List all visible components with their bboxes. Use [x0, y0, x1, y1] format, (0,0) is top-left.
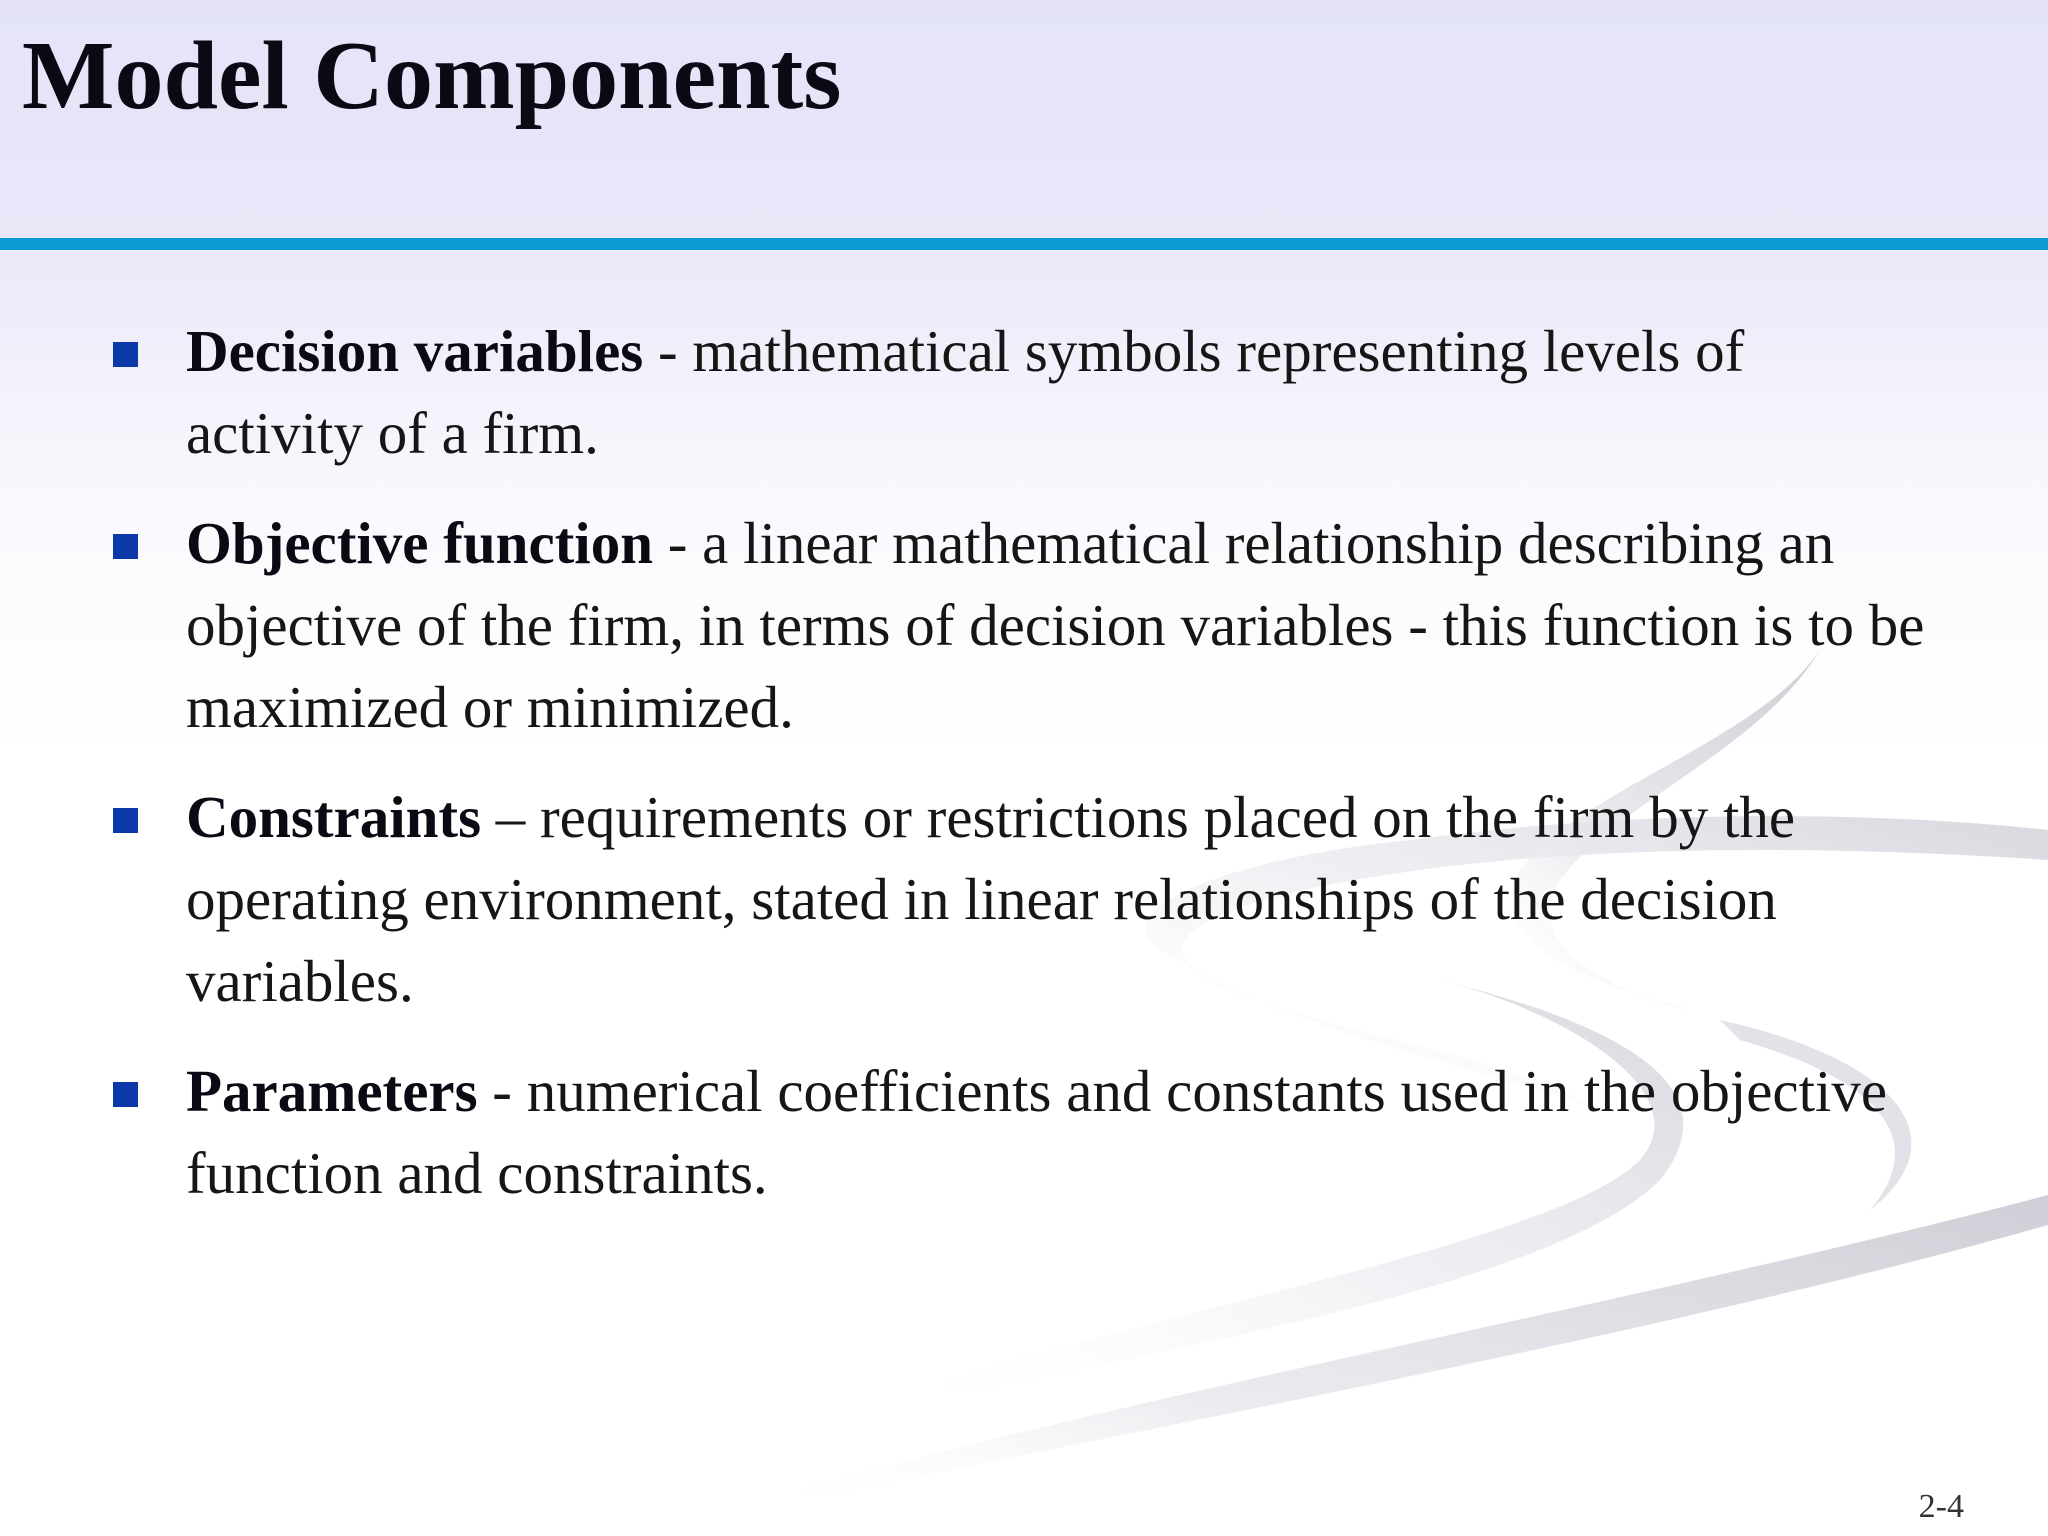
- bullet-description: - numerical coefficients and constants used in the objective function and constraints.: [186, 1058, 1888, 1206]
- slide-number: 2-4: [1918, 1488, 1964, 1525]
- slide-title: Model Components: [22, 22, 842, 130]
- bullet-description: - a linear mathematical relationship describing an objective of the firm, in terms of decision variables - this function is to be maximized or minimized.: [186, 510, 1925, 740]
- bullet-item-constraints: [0, 776, 1926, 1022]
- bullet-item-parameters: [0, 1050, 1926, 1214]
- swoosh-band-lower: [760, 1195, 2048, 1510]
- square-bullet-icon: [113, 534, 138, 559]
- square-bullet-icon: [113, 808, 138, 833]
- title-underline: [0, 238, 2048, 250]
- bullet-item-decision-variables: [0, 310, 1926, 474]
- bullet-term: Parameters: [186, 1058, 478, 1124]
- square-bullet-icon: [113, 1082, 138, 1107]
- bullet-term: Objective function: [186, 510, 654, 576]
- bullet-term: Constraints: [186, 784, 482, 850]
- bullet-item-objective-function: [0, 502, 1926, 748]
- bullet-description: – requirements or restrictions placed on the firm by the operating environment, stated in linear relationships of the decision variables.: [186, 784, 1796, 1014]
- bullet-description: - mathematical symbols representing levels of activity of a firm.: [186, 318, 1745, 466]
- square-bullet-icon: [113, 342, 138, 367]
- bullet-term: Decision variables: [186, 318, 644, 384]
- bullet-list: [0, 310, 2048, 1242]
